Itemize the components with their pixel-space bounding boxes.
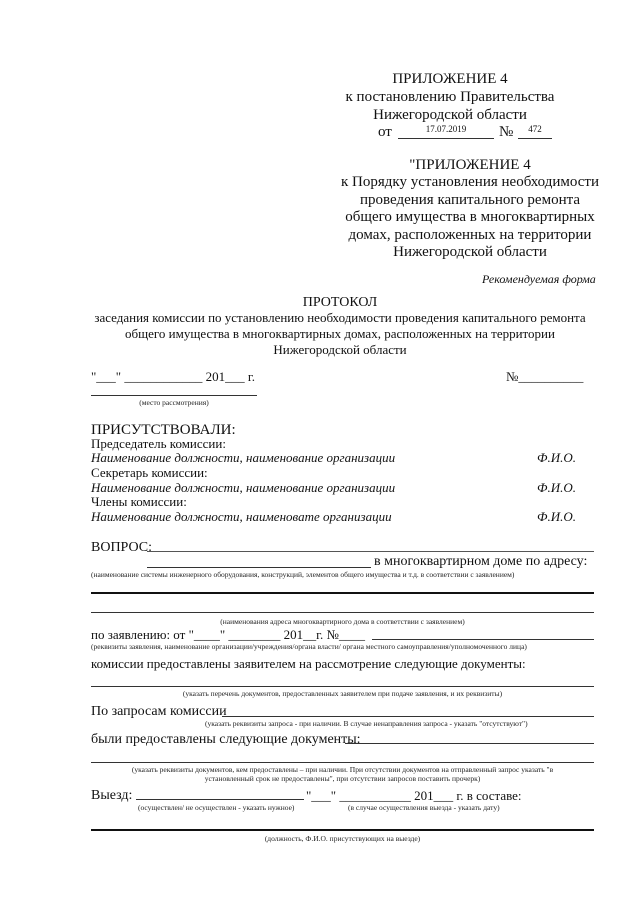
place-line [91, 395, 257, 396]
appendix-from-label: от [378, 124, 392, 140]
date-underline [398, 138, 494, 139]
appendix-line2: Нижегородской области [373, 107, 527, 123]
appendix-date: 17.07.2019 [425, 124, 467, 134]
requests-line [222, 716, 594, 717]
question-address-text: в многоквартирном доме по адресу: [374, 554, 588, 569]
members-fio: Ф.И.О. [537, 509, 576, 524]
protocol-title: ПРОТОКОЛ [302, 295, 378, 310]
appendix-line1: к постановлению Правительства [345, 89, 555, 105]
recommended-form: Рекомендуемая форма [482, 272, 596, 286]
protocol-line: Нижегородской области [273, 342, 407, 357]
requests-label: По запросам комиссии [91, 704, 227, 719]
application-line [372, 639, 594, 640]
provided-text: были предоставлены следующие документы: [91, 732, 361, 747]
appendix2-line: к Порядку установления необходимости [340, 174, 600, 190]
number-underline [518, 138, 552, 139]
provided-line [345, 743, 594, 744]
appendix2-line: проведения капитального ремонта [359, 192, 581, 208]
meeting-date: "___" ____________ 201___ г. [91, 369, 255, 384]
application-hint: (реквизиты заявления, наименование организации/учреждения/органа власти/ органа местного самоуправления/уполномоченного лица) [91, 642, 527, 651]
members-label: Члены комиссии: [91, 494, 187, 509]
requests-hint: (указать реквизиты запроса - при наличии. В случае ненаправления запроса - указать "отсутствуют") [205, 719, 528, 728]
address-line-2 [91, 612, 594, 613]
appendix-number: 472 [528, 124, 542, 134]
provided-hint-1: (указать реквизиты документов, кем предоставлены – при наличии. При отсутствии документов на отправленный запрос указать "в [131, 765, 554, 774]
visit-hint-2: (в случае осуществления выезда - указать дату) [348, 803, 500, 812]
question-label: ВОПРОС: [91, 540, 153, 555]
question-line-top [147, 551, 594, 552]
address-line-1 [91, 592, 594, 594]
appendix2-line: Нижегородской области [393, 244, 547, 260]
chair-fio: Ф.И.О. [537, 450, 576, 465]
address-hint: (наименования адреса многоквартирного дома в соответствии с заявлением) [220, 617, 465, 626]
visit-line [136, 799, 304, 800]
chair-value: Наименование должности, наименование организации [91, 450, 396, 465]
secretary-label: Секретарь комиссии: [91, 465, 208, 480]
visit-members-line [91, 829, 594, 831]
chair-label: Председатель комиссии: [91, 436, 226, 451]
visit-members-hint: (должность, Ф.И.О. присутствующих на выезде) [264, 834, 421, 843]
members-value: Наименование должности, наименовате организации [91, 509, 392, 524]
place-hint: (место рассмотрения) [139, 398, 209, 407]
provided-line-2 [91, 762, 594, 763]
secretary-value: Наименование должности, наименование организации [91, 480, 396, 495]
question-hint: (наименование системы инженерного оборудования, конструкций, элементов общего имущества и т.д. в соответствии с заявлением) [91, 570, 515, 579]
protocol-line: заседания комиссии по установлению необходимости проведения капитального ремонта [94, 310, 586, 325]
docs-text: комиссии предоставлены заявителем на рассмотрение следующие документы: [91, 656, 526, 671]
question-line [147, 567, 371, 568]
appendix-no-sign: № [499, 124, 514, 140]
visit-date: "___" ___________ 201___ г. в составе: [306, 788, 522, 803]
protocol-line: общего имущества в многоквартирных домах, расположенных на территории [125, 326, 555, 341]
appendix2-title: "ПРИЛОЖЕНИЕ 4 [409, 157, 531, 173]
docs-hint: (указать перечень документов, предоставленных заявителем при подаче заявления, и их реквизиты) [182, 689, 503, 698]
visit-label: Выезд: [91, 788, 133, 803]
docs-line [91, 686, 594, 687]
application-text: по заявлению: от "____" ________ 201__г. №____ [91, 627, 365, 642]
present-title: ПРИСУТСТВОВАЛИ: [91, 422, 236, 438]
appendix-title: ПРИЛОЖЕНИЕ 4 [392, 71, 508, 87]
meeting-number: №__________ [506, 369, 584, 384]
appendix2-line: домах, расположенных на территории [348, 227, 592, 243]
visit-hint-1: (осуществлен/ не осуществлен - указать нужное) [138, 803, 295, 812]
provided-hint-2: установленный срок не предоставлены", при отсутствии запросов поставить прочерк) [204, 774, 481, 783]
appendix2-line: общего имущества в многоквартирных [345, 209, 595, 225]
secretary-fio: Ф.И.О. [537, 480, 576, 495]
